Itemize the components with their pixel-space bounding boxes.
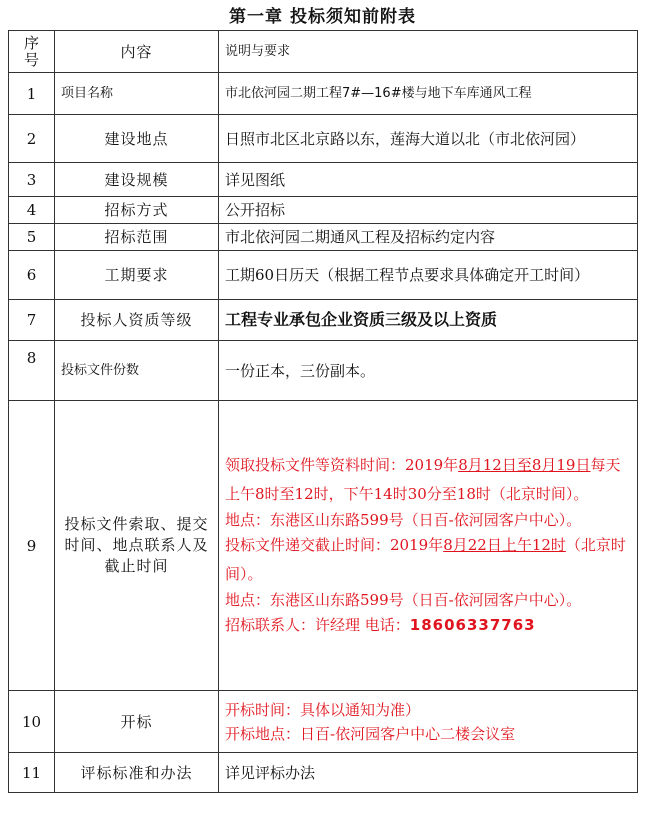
bid-submission-deadline: 投标文件递交截止时间：2019年8月22日上午12时（北京时间）。 [225, 536, 626, 583]
table-row [9, 753, 638, 793]
row-desc: 一份正本，三份副本。 [219, 341, 638, 401]
row-content: 建设地点 [55, 115, 219, 163]
row-desc: 市北依河园二期工程7#—16#楼与地下车库通风工程 [219, 73, 638, 115]
bid-doc-collection-time: 领取投标文件等资料时间：2019年8月12日至8月19日每天上午8时至12时，下午14时30分至18时（北京时间）。 [225, 456, 621, 503]
row-desc-opening [219, 691, 638, 753]
row-no: 8 [9, 341, 55, 401]
row-no: 4 [9, 197, 55, 224]
row-content: 工期要求 [55, 251, 219, 300]
row-no: 10 [9, 691, 55, 753]
table-row [9, 197, 638, 224]
table-row [9, 73, 638, 115]
opening-place: 开标地点：日百-依河园客户中心二楼会议室 [225, 724, 516, 743]
row-no: 11 [9, 753, 55, 793]
row-content: 投标文件份数 [55, 341, 219, 401]
row-no: 9 [9, 401, 55, 691]
row-desc: 详见评标办法 [219, 753, 638, 793]
row-desc: 市北依河园二期通风工程及招标约定内容 [219, 224, 638, 251]
row-content: 招标范围 [55, 224, 219, 251]
table-row [9, 163, 638, 197]
table-row [9, 115, 638, 163]
table-row [9, 401, 638, 691]
row-desc-bid-schedule [219, 401, 638, 691]
row-content: 项目名称 [55, 73, 219, 115]
row-no: 6 [9, 251, 55, 300]
row-no: 5 [9, 224, 55, 251]
bid-notice-table [8, 30, 638, 793]
row-content: 开标 [55, 691, 219, 753]
row-content: 建设规模 [55, 163, 219, 197]
table-row [9, 251, 638, 300]
row-content: 招标方式 [55, 197, 219, 224]
row-content: 投标文件索取、提交时间、地点联系人及截止时间 [55, 401, 219, 691]
table-header-row [9, 31, 638, 73]
row-no: 1 [9, 73, 55, 115]
page-title: 第一章 投标须知前附表 [229, 7, 416, 27]
row-desc: 工程专业承包企业资质三级及以上资质 [219, 300, 638, 341]
table-row [9, 691, 638, 753]
bid-contact: 招标联系人：许经理 电话：18606337763 [225, 616, 536, 634]
header-content: 内容 [55, 31, 219, 73]
bid-submission-place: 地点：东港区山东路599号（日百-依河园客户中心）。 [225, 591, 582, 609]
row-desc: 日照市北区北京路以东，莲海大道以北（市北依河园） [219, 115, 638, 163]
row-no: 3 [9, 163, 55, 197]
table-row [9, 341, 638, 401]
table-row [9, 300, 638, 341]
table-row [9, 224, 638, 251]
row-no: 2 [9, 115, 55, 163]
opening-time: 开标时间：具体以通知为准） [225, 700, 421, 719]
bid-doc-collection-place: 地点：东港区山东路599号（日百-依河园客户中心）。 [225, 511, 582, 529]
row-content: 评标标准和办法 [55, 753, 219, 793]
row-desc: 工期60日历天（根据工程节点要求具体确定开工时间） [219, 251, 638, 300]
row-no: 7 [9, 300, 55, 341]
row-desc: 详见图纸 [219, 163, 638, 197]
row-desc: 公开招标 [219, 197, 638, 224]
header-no: 序号 [9, 31, 55, 73]
header-desc: 说明与要求 [219, 31, 638, 73]
row-content: 投标人资质等级 [55, 300, 219, 341]
